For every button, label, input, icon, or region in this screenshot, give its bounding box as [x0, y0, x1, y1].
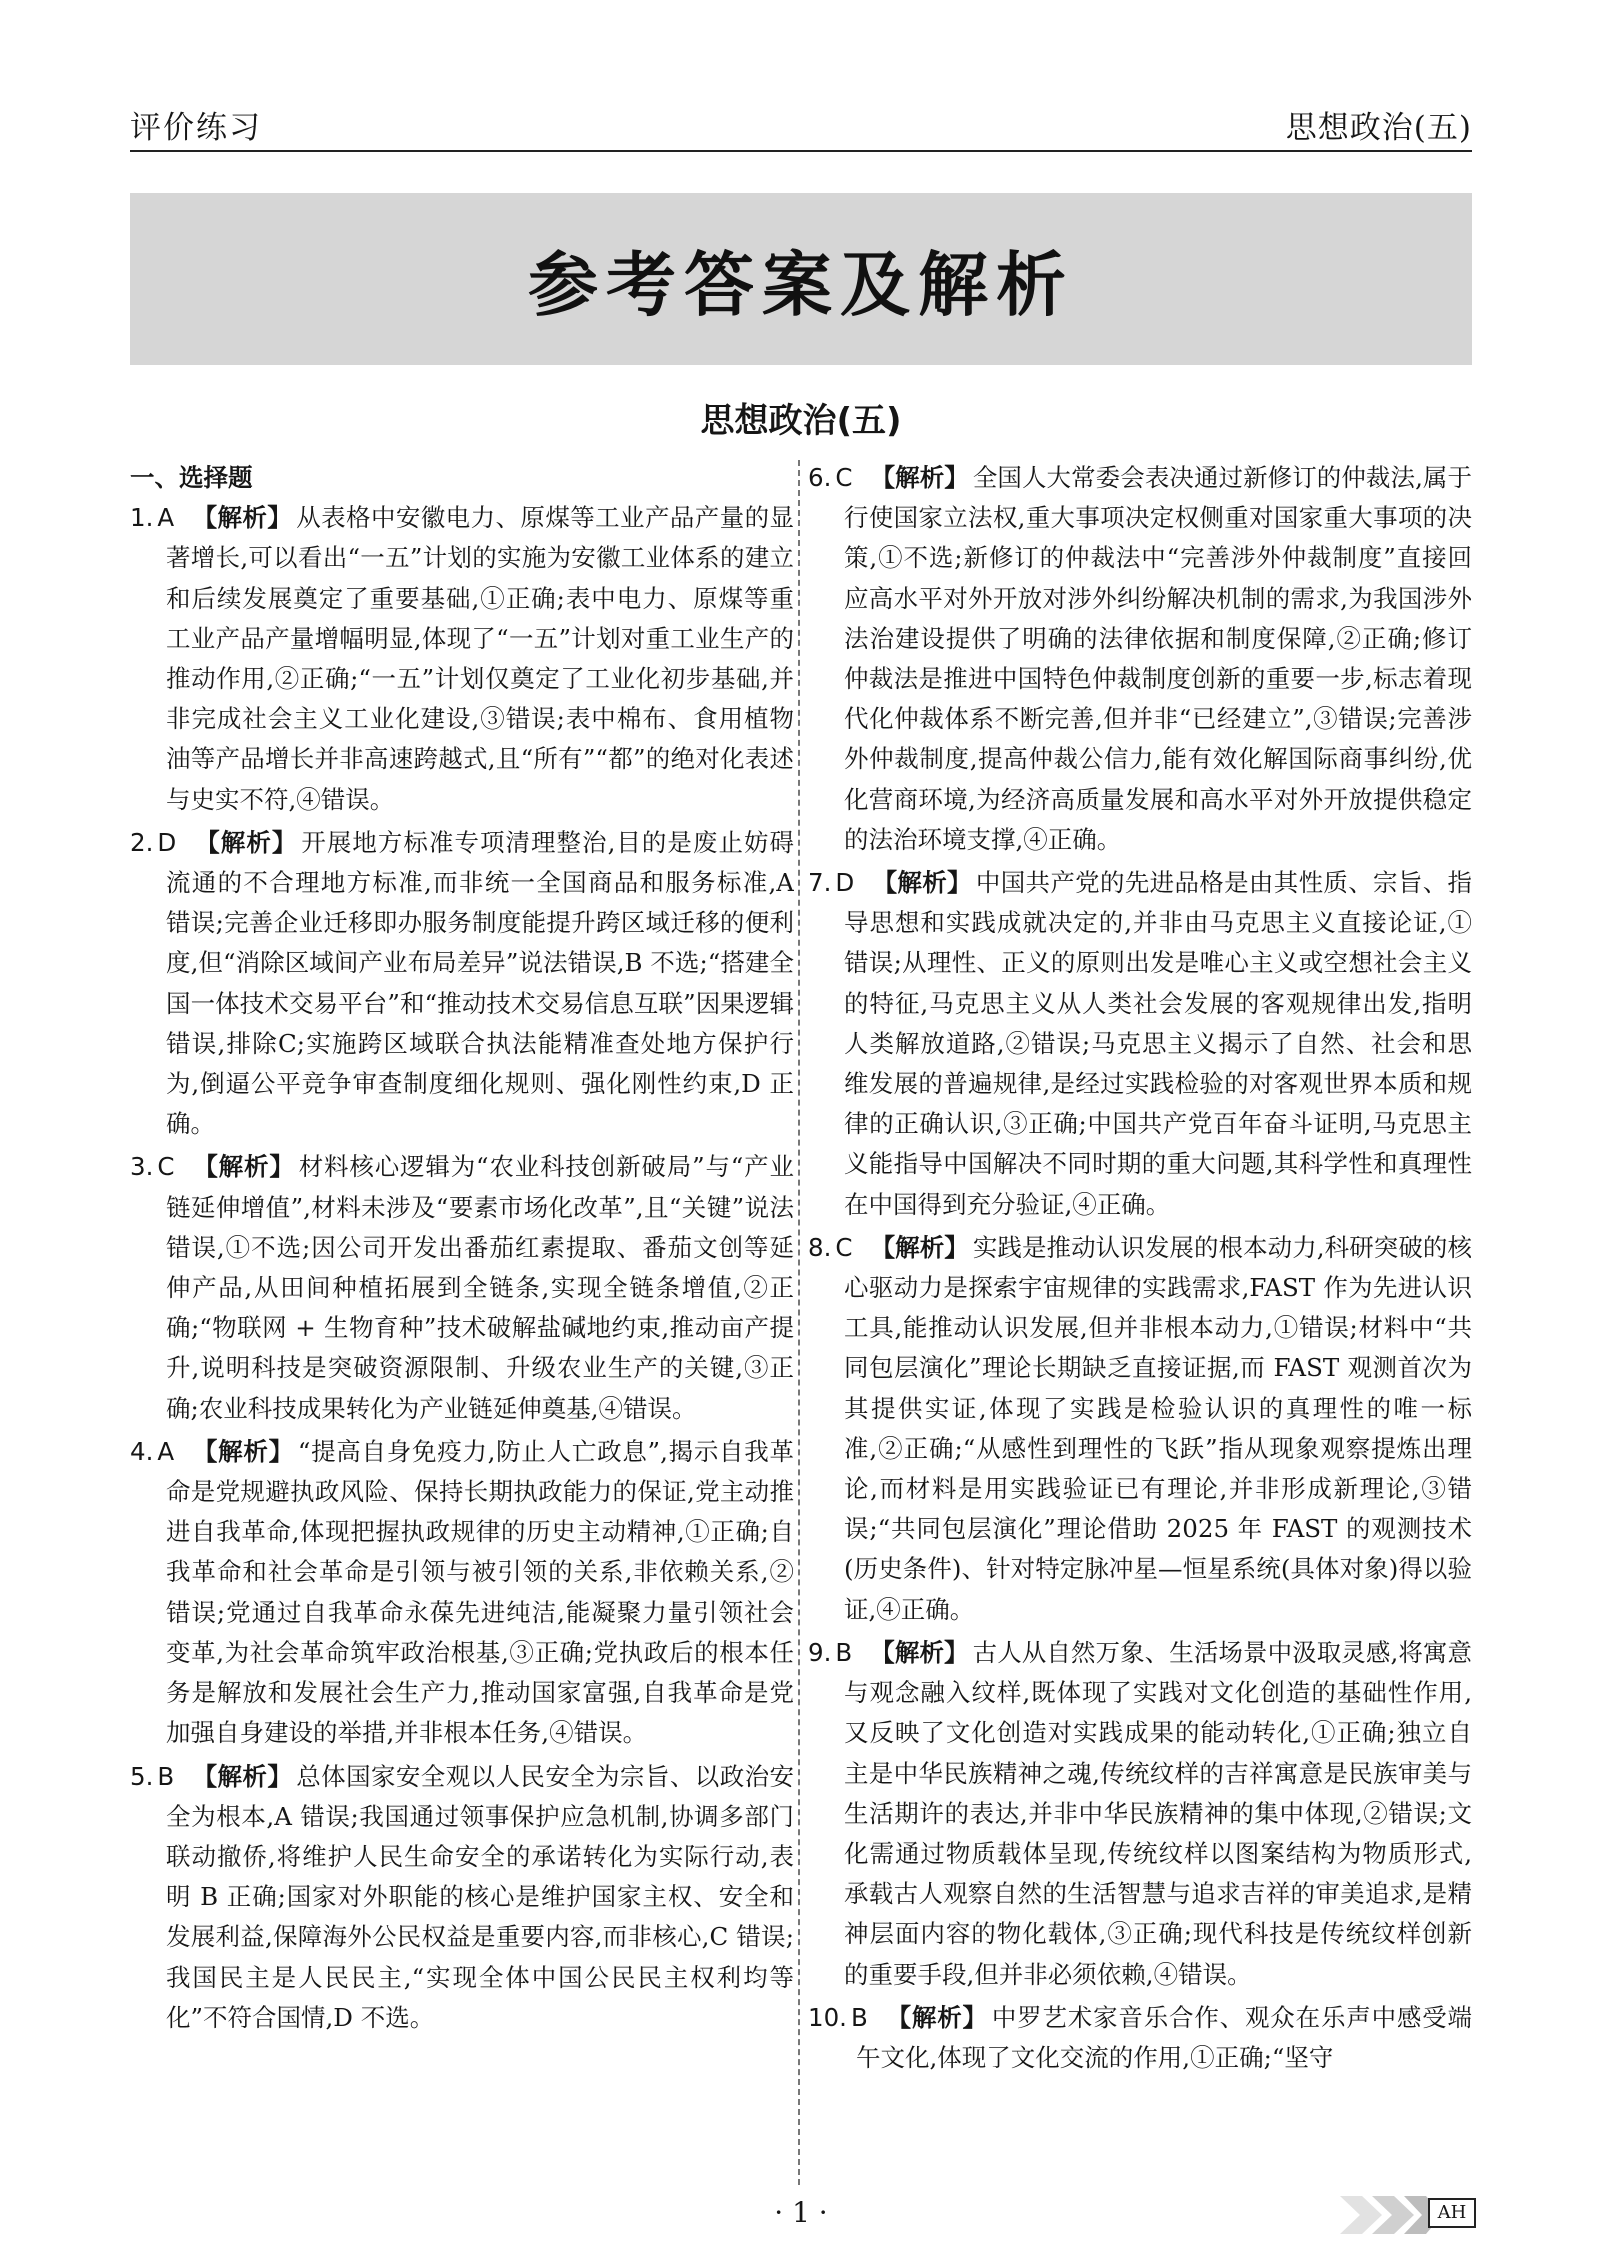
answer-text: 从表格中安徽电力、原煤等工业产品产量的显著增长,可以看出“一五”计划的实施为安徽工业体系的建立和后续发展奠定了重要基础,①正确;表中电力、原煤等重工业产品产量增幅明显,体现了“一五”计划对重工业生产的推动作用,②正确;“一五”计划仅奠定了工业化初步基础,并非完成社会主义工业化建设,③错误;表中棉布、食用植物油等产品增长并非高速跨越式,且“所有”“都”的绝对化表述与史实不符,④错误。	[166, 503, 794, 814]
question-number: 6.	[808, 463, 832, 492]
answer-text: 开展地方标准专项清理整治,目的是废止妨碍流通的不合理地方标准,而非统一全国商品和服务标准,A 错误;完善企业迁移即办服务制度能提升跨区域迁移的便利度,但“消除区域间产业布局差异”说法错误,B 不选;“搭建全国一体技术交易平台”和“推动技术交易信息互联”因果逻辑错误,排除C;实施跨区域联合执法能精准查处地方保护行为,倒逼公平竞争审查制度细化规则、强化刚性约束,D 正确。	[166, 827, 794, 1139]
subject-title: 思想政治(五)	[700, 401, 902, 441]
question-number: 9.	[808, 1637, 832, 1667]
answer-choice: C	[835, 1232, 853, 1262]
question-number: 5.	[130, 1761, 154, 1791]
answer-text: 总体国家安全观以人民安全为宗旨、以政治安全为根本,A 错误;我国通过领事保护应急机制,协调多部门联动撤侨,将维护人民生命安全的承诺转化为实际行动,表明 B 正确;国家对外职能的核心是维护国家主权、安全和发展利益,保障海外公民权益是重要内容,而非核心,C 错误;我国民主是人民民主,“实现全体中国公民民主权利均等化”不符合国情,D 不选。	[166, 1761, 794, 2032]
answer-text: 材料核心逻辑为“农业科技创新破局”与“产业链延伸增值”,材料未涉及“要素市场化改革”,且“关键”说法错误,①不选;因公司开发出番茄红素提取、番茄文创等延伸产品,从田间种植拓展到全链条,实现全链条增值,②正确;“物联网 + 生物育种”技术破解盐碱地约束,推动亩产提升,说明科技是突破资源限制、升级农业生产的关键,③正确;农业科技成果转化为产业链延伸奠基,④错误。	[166, 1152, 794, 1423]
analysis-tag: 【解析】	[870, 463, 969, 492]
answer-choice: B	[850, 2002, 868, 2032]
header-right-label: 思想政治(五)	[1285, 110, 1472, 146]
analysis-tag: 【解析】	[885, 2002, 988, 2032]
answer-choice: B	[835, 1637, 853, 1667]
analysis-tag: 【解析】	[192, 503, 293, 533]
answer-item	[130, 498, 794, 820]
answer-item	[808, 1633, 1472, 1995]
header-rule	[130, 150, 1472, 152]
analysis-tag: 【解析】	[870, 1637, 969, 1667]
page-title: 参考答案及解析	[528, 243, 1074, 326]
answer-item	[808, 1228, 1472, 1630]
page-number: · 1 ·	[774, 2196, 828, 2229]
answer-item	[130, 1432, 794, 1754]
answer-item	[808, 458, 1472, 860]
question-number: 3.	[130, 1152, 154, 1182]
answer-text: 中国共产党的先进品格是由其性质、宗旨、指导思想和实践成就决定的,并非由马克思主义直接论证,①错误;从理性、正义的原则出发是唯心主义或空想社会主义的特征,马克思主义从人类社会发展的客观规律出发,指明人类解放道路,②错误;马克思主义揭示了自然、社会和思维发展的普遍规律,是经过实践检验的对客观世界本质和规律的正确认识,③正确;中国共产党百年奋斗证明,马克思主义能指导中国解决不同时期的重大问题,其科学性和真理性在中国得到充分验证,④正确。	[844, 868, 1472, 1219]
analysis-tag: 【解析】	[192, 1761, 293, 1791]
column-divider	[798, 460, 800, 2185]
question-number: 4.	[130, 1436, 154, 1466]
next-arrows-icon	[1332, 2192, 1442, 2238]
analysis-tag: 【解析】	[194, 827, 298, 857]
question-number: 7.	[808, 868, 832, 898]
analysis-tag: 【解析】	[192, 1152, 295, 1182]
answer-text: “提高自身免疫力,防止人亡政息”,揭示自我革命是党规避执政风险、保持长期执政能力的保证,党主动推进自我革命,体现把握执政规律的历史主动精神,①正确;自我革命和社会革命是引领与被引领的关系,非依赖关系,②错误;党通过自我革命永葆先进纯洁,能凝聚力量引领社会变革,为社会革命筑牢政治根基,③正确;党执政后的根本任务是解放和发展社会生产力,推动国家富强,自我革命是党加强自身建设的举措,并非根本任务,④错误。	[166, 1436, 794, 1748]
answer-item	[808, 863, 1472, 1225]
answer-choice: A	[157, 503, 175, 533]
header-left-label: 评价练习	[130, 110, 262, 146]
answer-item	[808, 1998, 1472, 2078]
answer-choice: D	[835, 868, 855, 898]
answer-choice: A	[157, 1436, 175, 1466]
answer-choice: D	[157, 827, 177, 857]
analysis-tag: 【解析】	[870, 1232, 969, 1262]
question-number: 1.	[130, 503, 154, 533]
page-header	[130, 102, 1472, 150]
left-column	[130, 458, 794, 2188]
analysis-tag: 【解析】	[192, 1436, 294, 1466]
answer-item	[130, 823, 794, 1145]
answer-text: 实践是推动认识发展的根本动力,科研突破的核心驱动力是探索宇宙规律的实践需求,FAST 作为先进认识工具,能推动认识发展,但并非根本动力,①错误;材料中“共同包层演化”理论长期缺乏直接证据,而 FAST 观测首次为其提供实证,体现了实践是检验认识的真理性的唯一标准,②正确;“从感性到理性的飞跃”指从现象观察提炼出理论,而材料是用实践验证已有理论,并非形成新理论,③错误;“共同包层演化”理论借助 2025 年 FAST 的观测技术(历史条件)、针对特定脉冲星—恒星系统(具体对象)得以验证,④正确。	[844, 1232, 1472, 1624]
answer-item	[130, 1757, 794, 2038]
section-title: 一、选择题	[130, 463, 253, 492]
answer-choice: C	[835, 463, 853, 492]
answer-text: 中罗艺术家音乐合作、观众在乐声中感受端午文化,体现了文化交流的作用,①正确;“坚守	[856, 2002, 1472, 2072]
answer-text: 古人从自然万象、生活场景中汲取灵感,将寓意与观念融入纹样,既体现了实践对文化创造的基础性作用,又反映了文化创造对实践成果的能动转化,①正确;独立自主是中华民族精神之魂,传统纹样的吉祥寓意是民族审美与生活期许的表达,并非中华民族精神的集中体现,②错误;文化需通过物质载体呈现,传统纹样以图案结构为物质形式,承载古人观察自然的生活智慧与追求吉祥的审美追求,是精神层面内容的物化载体,③正确;现代科技是传统纹样创新的重要手段,但并非必须依赖,④错误。	[844, 1637, 1472, 1989]
answer-choice: B	[157, 1761, 175, 1791]
answer-item	[130, 1147, 794, 1428]
region-badge: AH	[1428, 2198, 1476, 2228]
question-number: 8.	[808, 1232, 832, 1262]
answer-text: 全国人大常委会表决通过新修订的仲裁法,属于行使国家立法权,重大事项决定权侧重对国家重大事项的决策,①不选;新修订的仲裁法中“完善涉外仲裁制度”直接回应高水平对外开放对涉外纠纷解决机制的需求,为我国涉外法治建设提供了明确的法律依据和制度保障,②正确;修订仲裁法是推进中国特色仲裁制度创新的重要一步,标志着现代化仲裁体系不断完善,但并非“已经建立”,③错误;完善涉外仲裁制度,提高仲裁公信力,能有效化解国际商事纠纷,优化营商环境,为经济高质量发展和高水平对外开放提供稳定的法治环境支撑,④正确。	[844, 463, 1472, 854]
answer-choice: C	[157, 1152, 175, 1182]
title-banner	[130, 193, 1472, 365]
analysis-tag: 【解析】	[872, 868, 972, 898]
question-number: 2.	[130, 827, 154, 857]
right-column	[808, 458, 1472, 2188]
question-number: 10.	[808, 2002, 847, 2032]
